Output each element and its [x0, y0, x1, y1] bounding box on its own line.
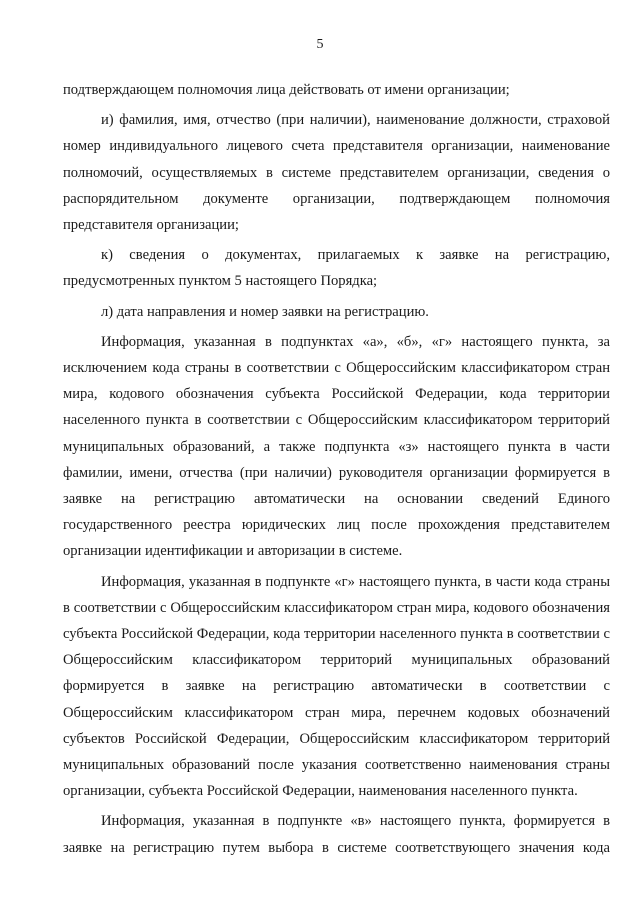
paragraph-item-l: л) дата направления и номер заявки на регистрацию. — [101, 303, 429, 320]
document-body — [63, 77, 610, 861]
paragraph-info-g: Информация, указанная в подпункте «г» настоящего пункта, в части кода страны в соответствии с Общероссийским классификатором стран мира, кодового обозначения субъекта Российской Федерации, кода территории населенного пункта в соответствии с Общероссийским классификатором территорий муниципальных образований формируется в заявке на регистрацию автоматически в соответствии с Общероссийским классификатором стран мира, перечнем кодовых обозначений субъектов Российской Федерации, Общероссийским классификатором территорий муниципальных образований после указания соответственно наименования страны организации, субъекта Российской Федерации, наименования населенного пункта. — [63, 573, 610, 800]
paragraph-info-v: Информация, указанная в подпункте «в» настоящего пункта, формируется в заявке на регистрацию путем выбора в системе соответствующего значения кода — [63, 813, 610, 856]
paragraph-info-a-b-g: Информация, указанная в подпунктах «а», «б», «г» настоящего пункта, за исключением кода страны в соответствии с Общероссийским классификатором стран мира, кодового обозначения субъекта Российской Федерации, кода территории населенного пункта в соответствии с Общероссийским классификатором территорий муниципальных образований, а также подпункта «з» настоящего пункта в части фамилии, имени, отчества (при наличии) руководителя организации формируется в заявке на регистрацию автоматически на основании сведений Единого государственного реестра юридических лиц после прохождения представителем организации идентификации и авторизации в системе. — [63, 333, 610, 560]
page-number: 5 — [316, 37, 324, 52]
paragraph-item-k: к) сведения о документах, прилагаемых к заявке на регистрацию, предусмотренных пунктом 5 настоящего Порядка; — [63, 247, 610, 290]
paragraph-item-i: и) фамилия, имя, отчество (при наличии), наименование должности, страховой номер индивидуального лицевого счета представителя организации, наименование полномочий, осуществляемых в системе представителем организации, сведения о распорядительном документе организации, подтверждающем полномочия представителя организации; — [63, 112, 610, 234]
paragraph-continuation: подтверждающем полномочия лица действовать от имени организации; — [63, 82, 510, 98]
